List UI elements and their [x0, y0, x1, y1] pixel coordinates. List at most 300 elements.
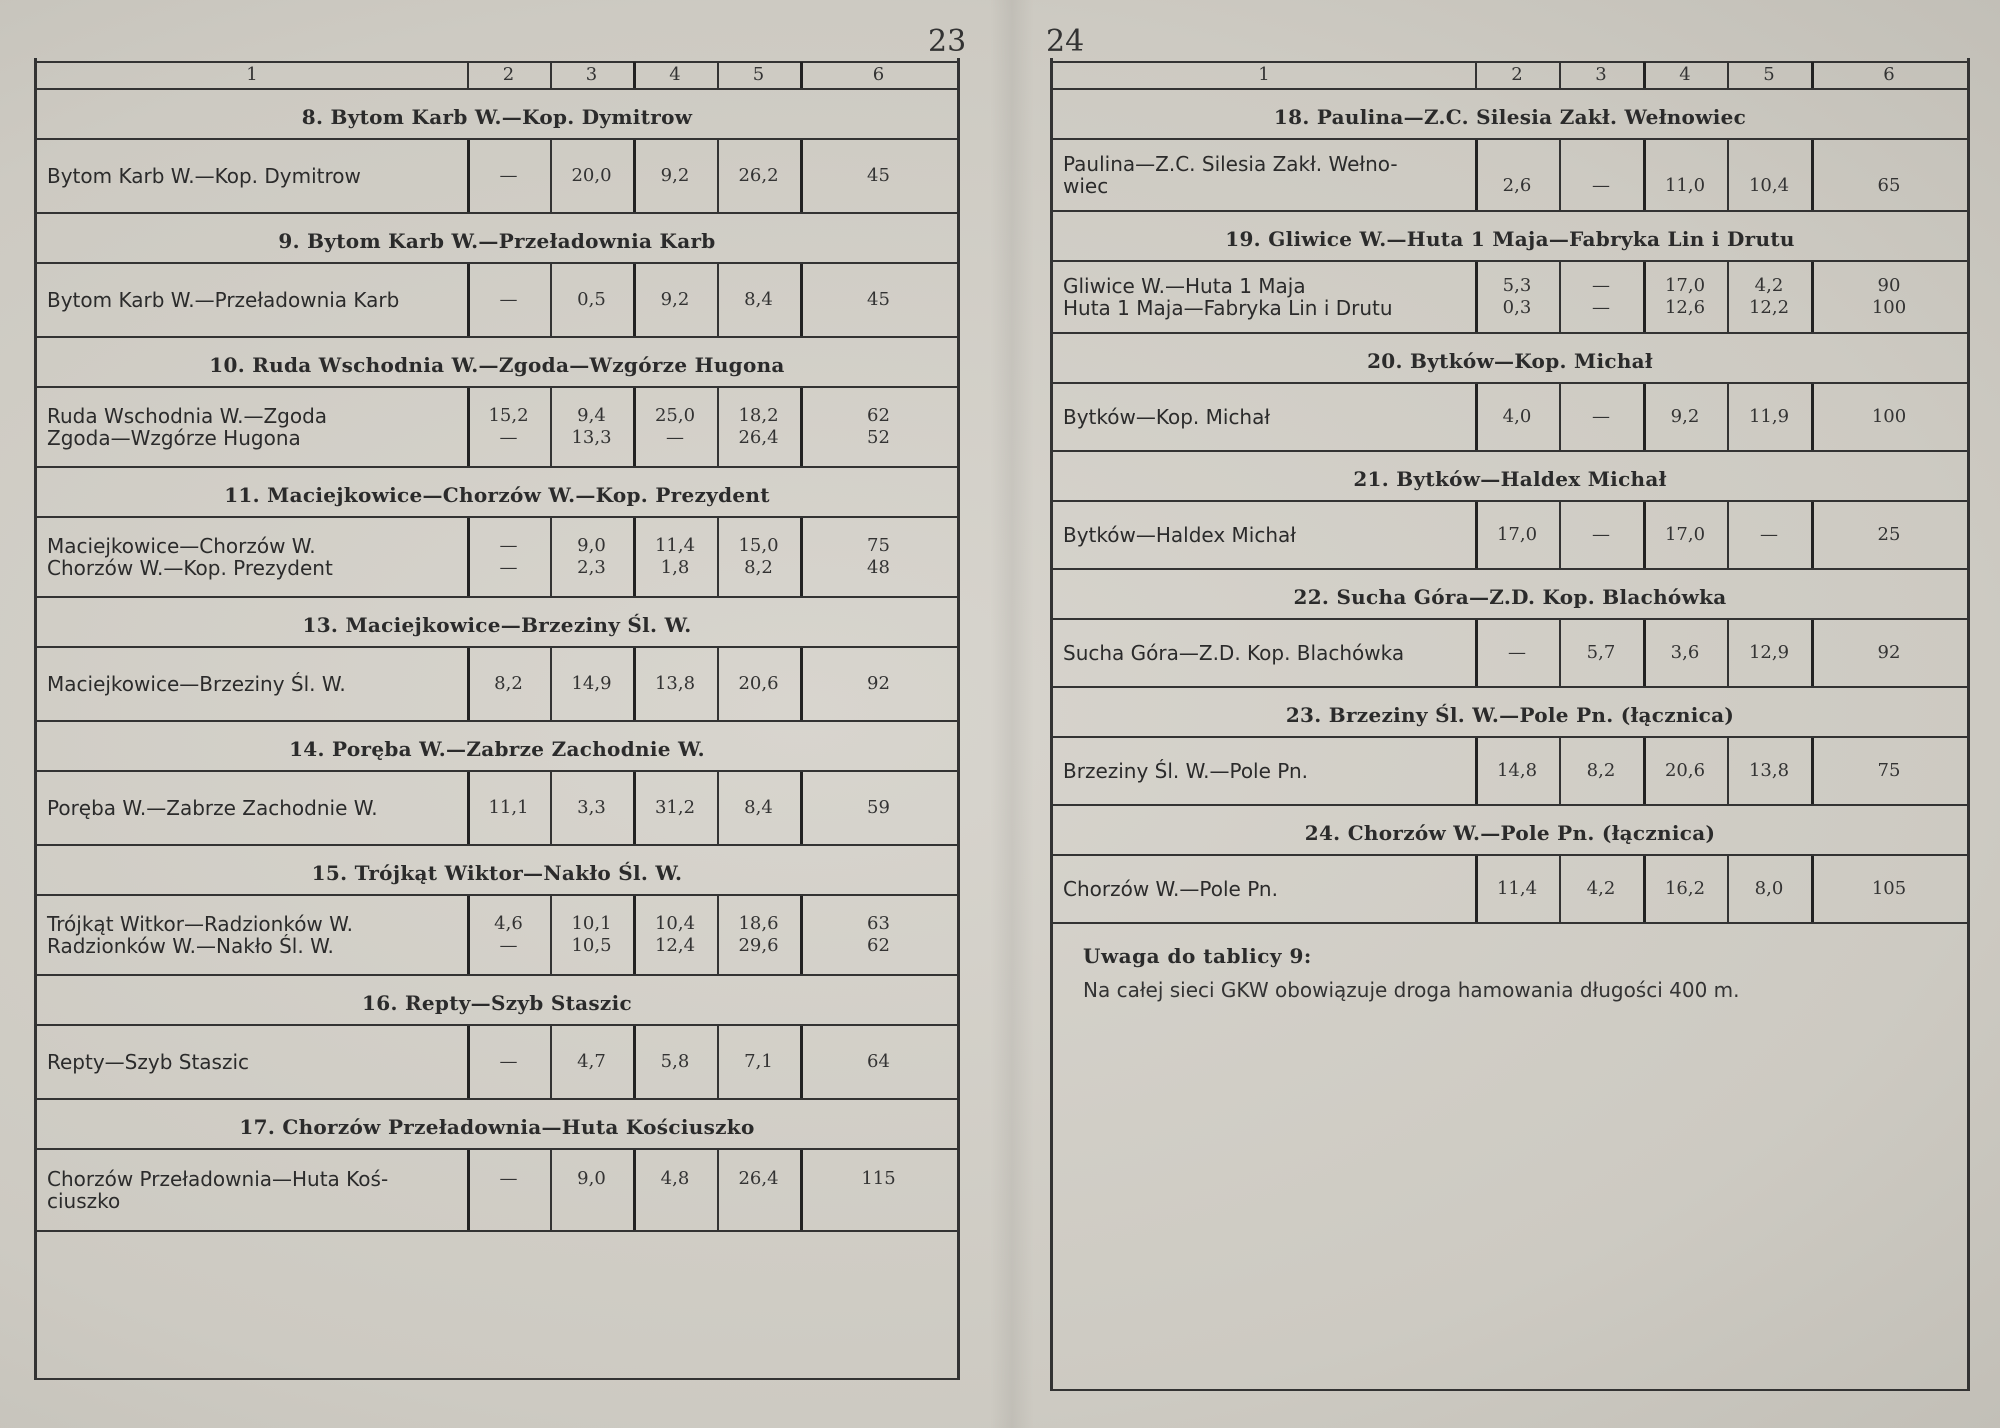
header-divider [1643, 62, 1646, 88]
cell-lines [488, 797, 528, 819]
column-divider [550, 1150, 552, 1230]
column-divider [800, 518, 803, 596]
header-divider [550, 62, 552, 88]
value-cell-col-5 [717, 896, 800, 974]
value-cell-col-2 [467, 140, 550, 212]
cell-lines [738, 913, 778, 957]
value-cell-col-3 [1559, 384, 1643, 450]
value-line: 92 [867, 673, 890, 694]
route-name-line: Sucha Góra—Z.D. Kop. Blachówka [1063, 641, 1405, 665]
cell-lines [738, 535, 778, 579]
value-line: 25 [1877, 524, 1901, 545]
column-divider [800, 648, 803, 720]
value-line: 75 [1877, 760, 1901, 781]
route-row [1053, 736, 1967, 806]
cell-lines [867, 405, 890, 449]
column-divider [1559, 384, 1561, 450]
route-name-line: Poręba W.—Zabrze Zachodnie W. [47, 796, 378, 820]
column-header-row [1053, 58, 1967, 90]
value-line: 25,0 [654, 405, 696, 426]
route-name-cell [37, 140, 467, 212]
value-line: 105 [1871, 878, 1907, 899]
value-cell-col-2 [467, 772, 550, 844]
cell-lines [1497, 760, 1537, 782]
column-divider [1559, 262, 1561, 332]
column-divider [1559, 140, 1561, 210]
route-name-cell [1053, 140, 1475, 210]
value-line: 4,0 [1502, 406, 1532, 427]
value-line: 11,4 [1496, 878, 1538, 899]
right-page-table [1050, 58, 1970, 1391]
column-divider [550, 896, 552, 974]
route-name-cell [1053, 738, 1475, 804]
column-divider [1727, 502, 1729, 568]
value-line: 5,3 [1502, 275, 1532, 296]
value-cell-col-2 [467, 648, 550, 720]
value-line: 13,3 [571, 427, 612, 448]
cell-lines [1878, 524, 1901, 546]
value-line [1503, 153, 1532, 175]
value-line: 3,3 [577, 797, 606, 818]
column-divider [1643, 620, 1646, 686]
value-cell-col-4 [633, 1026, 717, 1098]
route-name-line: Chorzów Przeładownia—Huta Koś- [47, 1167, 389, 1191]
header-divider [800, 62, 803, 88]
column-divider [800, 772, 803, 844]
header-divider [1727, 62, 1729, 88]
cell-lines [655, 913, 695, 957]
route-name-line: Bytom Karb W.—Kop. Dymitrow [47, 164, 361, 188]
value-line: 45 [867, 165, 890, 186]
column-divider [1643, 856, 1646, 922]
column-divider [1559, 502, 1561, 568]
value-line: — [1508, 642, 1526, 663]
route-row [1053, 500, 1967, 570]
route-section-title: 10. Ruda Wschodnia W.—Zgoda—Wzgórze Hugona [209, 353, 785, 377]
value-line [1592, 153, 1610, 175]
route-name-cell [37, 1026, 467, 1098]
value-line: 11,4 [654, 535, 696, 556]
route-section-title: 14. Poręba W.—Zabrze Zachodnie W. [289, 737, 705, 761]
value-line: 52 [867, 427, 890, 448]
value-cell-col-2 [467, 1150, 550, 1230]
value-cell-col-5 [1727, 140, 1811, 210]
value-line [861, 1190, 895, 1212]
route-section-title: 17. Chorzów Przeładownia—Huta Kościuszko [239, 1115, 755, 1139]
cell-lines [1749, 406, 1789, 428]
column-divider [1643, 140, 1646, 210]
cell-lines [1878, 642, 1901, 664]
column-divider [717, 1026, 719, 1098]
route-row [37, 646, 957, 722]
route-name-line: Paulina—Z.C. Silesia Zakł. Wełno- [1063, 152, 1398, 176]
column-divider [467, 264, 470, 336]
value-line: 62 [867, 935, 890, 956]
column-divider [633, 1026, 636, 1098]
route-row [1053, 382, 1967, 452]
column-divider [633, 648, 636, 720]
column-divider [1727, 140, 1729, 210]
column-divider [800, 1026, 803, 1098]
column-divider [467, 1150, 470, 1230]
value-cell-col-3 [550, 896, 633, 974]
value-line: — [499, 1168, 518, 1189]
value-line: 17,0 [1496, 524, 1538, 545]
route-name-line: Repty—Szyb Staszic [47, 1050, 250, 1074]
cell-lines [1592, 524, 1610, 546]
cell-lines [661, 165, 690, 187]
cell-lines [47, 797, 378, 819]
value-cell-col-5 [1727, 620, 1811, 686]
value-line: 9,2 [1670, 406, 1700, 427]
value-cell-col-4 [633, 388, 717, 466]
route-row [37, 1148, 957, 1232]
value-line: 14,8 [1496, 760, 1538, 781]
column-header-6: 6 [872, 64, 885, 85]
value-cell-col-5 [717, 518, 800, 596]
route-name-line: Radzionków W.—Nakło Śl. W. [47, 934, 334, 958]
route-name-line: ciuszko [47, 1189, 121, 1213]
value-cell-col-2 [1475, 738, 1559, 804]
cell-lines [655, 673, 695, 695]
cell-lines [47, 1168, 388, 1212]
value-cell-col-3 [550, 648, 633, 720]
cell-lines [1755, 878, 1784, 900]
value-cell-col-3 [550, 772, 633, 844]
column-divider [467, 896, 470, 974]
value-line: 20,6 [1664, 760, 1706, 781]
value-cell-col-6 [1811, 502, 1967, 568]
cell-lines [1872, 406, 1906, 428]
value-line: 12,2 [1748, 297, 1790, 318]
cell-lines [1063, 275, 1393, 319]
route-row [1053, 260, 1967, 334]
value-line: 0,5 [577, 289, 606, 310]
column-divider [467, 140, 470, 212]
value-cell-col-5 [1727, 262, 1811, 332]
value-line: — [499, 535, 518, 556]
route-name-cell [1053, 384, 1475, 450]
value-cell-col-4 [1643, 856, 1727, 922]
value-line: 8,2 [494, 673, 523, 694]
route-name-line: Chorzów W.—Pole Pn. [1063, 877, 1278, 901]
cell-lines [577, 289, 606, 311]
cell-lines [1587, 878, 1616, 900]
value-cell-col-4 [633, 896, 717, 974]
route-name-line: Chorzów W.—Kop. Prezydent [47, 556, 333, 580]
column-divider [1727, 384, 1729, 450]
route-name-cell [37, 648, 467, 720]
column-divider [1475, 502, 1478, 568]
value-cell-col-6 [1811, 384, 1967, 450]
column-divider [1811, 502, 1814, 568]
route-section [37, 338, 957, 468]
value-line: 11,9 [1748, 406, 1790, 427]
column-divider [800, 140, 803, 212]
cell-lines [494, 673, 523, 695]
value-cell-col-4 [633, 140, 717, 212]
value-line: 65 [1877, 175, 1901, 196]
value-line: 4,2 [1754, 275, 1784, 296]
value-line: 12,6 [1664, 297, 1706, 318]
column-divider [633, 1150, 636, 1230]
value-line: 9,4 [577, 405, 606, 426]
route-section [1053, 570, 1967, 688]
value-line: 8,2 [1586, 760, 1616, 781]
value-line: — [1592, 275, 1610, 296]
column-divider [550, 518, 552, 596]
cell-lines [738, 405, 778, 449]
value-cell-col-6 [800, 896, 957, 974]
value-cell-col-5 [717, 772, 800, 844]
value-line: 20,0 [571, 165, 612, 186]
value-cell-col-4 [1643, 262, 1727, 332]
value-cell-col-2 [1475, 262, 1559, 332]
column-divider [1643, 384, 1646, 450]
route-section [1053, 90, 1967, 212]
column-divider [633, 772, 636, 844]
value-cell-col-2 [1475, 384, 1559, 450]
cell-lines [1872, 878, 1906, 900]
column-divider [1475, 620, 1478, 686]
column-divider [800, 264, 803, 336]
value-line: — [499, 1051, 518, 1072]
column-divider [1811, 620, 1814, 686]
value-cell-col-5 [717, 1026, 800, 1098]
book-gutter [990, 0, 1034, 1428]
value-line: 63 [867, 913, 890, 934]
value-cell-col-3 [1559, 502, 1643, 568]
value-cell-col-3 [550, 1026, 633, 1098]
column-divider [1727, 262, 1729, 332]
route-name-cell [37, 264, 467, 336]
route-name-line: Trójkąt Witkor—Radzionków W. [47, 912, 353, 936]
route-row [37, 262, 957, 338]
value-line: 9,2 [660, 289, 690, 310]
column-divider [633, 388, 636, 466]
route-section [1053, 452, 1967, 570]
column-divider [1727, 856, 1729, 922]
column-header-4: 4 [1679, 64, 1691, 85]
cell-lines [47, 535, 333, 579]
value-cell-col-5 [1727, 384, 1811, 450]
column-divider [1727, 738, 1729, 804]
note-title: Uwaga do tablicy 9: [1083, 944, 1312, 968]
cell-lines [1063, 524, 1296, 546]
value-line: 15,2 [488, 405, 529, 426]
route-section [37, 722, 957, 846]
value-line: 10,5 [571, 935, 612, 956]
value-cell-col-3 [1559, 262, 1643, 332]
value-cell-col-2 [467, 518, 550, 596]
route-section-title: 18. Paulina—Z.C. Silesia Zakł. Wełnowiec [1273, 105, 1747, 129]
value-cell-col-5 [717, 388, 800, 466]
note-text: Na całej sieci GKW obowiązuje droga hamowania długości 400 m. [1083, 978, 1740, 1002]
cell-lines [500, 1168, 518, 1212]
route-section-title: 20. Bytków—Kop. Michał [1367, 349, 1653, 373]
value-cell-col-5 [717, 648, 800, 720]
cell-lines [500, 165, 518, 187]
cell-lines [500, 535, 518, 579]
value-line: 90 [1877, 275, 1901, 296]
value-line: 59 [867, 797, 890, 818]
cell-lines [738, 165, 778, 187]
route-name-cell [1053, 502, 1475, 568]
column-divider [1559, 856, 1561, 922]
cell-lines [571, 165, 611, 187]
cell-lines [744, 1051, 773, 1073]
value-line: 5,8 [660, 1051, 690, 1072]
column-divider [633, 264, 636, 336]
route-row [1053, 138, 1967, 212]
column-divider [1559, 738, 1561, 804]
route-name-line: Brzeziny Śl. W.—Pole Pn. [1063, 759, 1309, 783]
value-line: 8,2 [744, 557, 773, 578]
value-line: 8,4 [744, 797, 773, 818]
cell-lines [1749, 275, 1789, 319]
value-cell-col-6 [800, 772, 957, 844]
cell-lines [571, 913, 611, 957]
column-header-3: 3 [1595, 64, 1607, 85]
value-line: — [1592, 406, 1610, 427]
value-cell-col-6 [1811, 140, 1967, 210]
route-section [37, 468, 957, 598]
value-line: 62 [867, 405, 890, 426]
header-divider [467, 62, 469, 88]
route-row [37, 770, 957, 846]
cell-lines [655, 405, 695, 449]
column-divider [1475, 738, 1478, 804]
value-line [1749, 153, 1789, 175]
value-line [1665, 153, 1705, 175]
value-cell-col-3 [550, 264, 633, 336]
cell-lines [47, 165, 361, 187]
column-divider [1811, 856, 1814, 922]
value-cell-col-2 [467, 388, 550, 466]
column-divider [800, 1150, 803, 1230]
cell-lines [1508, 642, 1526, 664]
page-number-left: 23 [928, 24, 967, 59]
cell-lines [577, 535, 606, 579]
value-line: 100 [1871, 297, 1907, 318]
value-line: 26,2 [738, 165, 779, 186]
value-line: 2,6 [1502, 175, 1532, 196]
cell-lines [488, 405, 528, 449]
value-cell-col-6 [800, 264, 957, 336]
value-cell-col-6 [800, 388, 957, 466]
value-cell-col-4 [633, 518, 717, 596]
cell-lines [1063, 760, 1308, 782]
column-divider [717, 648, 719, 720]
value-cell-col-6 [1811, 856, 1967, 922]
value-line: 48 [867, 557, 890, 578]
route-row [1053, 854, 1967, 924]
cell-lines [1063, 153, 1398, 197]
route-section [37, 214, 957, 338]
route-section [1053, 212, 1967, 334]
value-line: 17,0 [1664, 275, 1706, 296]
route-section [37, 1100, 957, 1232]
left-page-table [34, 58, 960, 1380]
cell-lines [1665, 878, 1705, 900]
column-divider [717, 518, 719, 596]
cell-lines [500, 289, 518, 311]
cell-lines [867, 535, 890, 579]
column-divider [717, 140, 719, 212]
value-line: 11,0 [1664, 175, 1706, 196]
value-line: 4,6 [494, 913, 523, 934]
page-bottom-rule [1053, 1389, 1967, 1391]
value-line: 10,4 [654, 913, 696, 934]
route-section-title: 15. Trójkąt Wiktor—Nakło Śl. W. [311, 861, 683, 885]
value-line: 4,2 [1586, 878, 1616, 899]
value-line: — [1592, 175, 1610, 196]
cell-lines [47, 405, 327, 449]
route-name-line: Bytom Karb W.—Przeładownia Karb [47, 288, 400, 312]
column-divider [550, 1026, 552, 1098]
route-section-title: 16. Repty—Szyb Staszic [362, 991, 632, 1015]
route-section [1053, 806, 1967, 924]
value-cell-col-5 [1727, 856, 1811, 922]
cell-lines [577, 1051, 606, 1073]
column-header-row [37, 58, 957, 90]
value-cell-col-2 [1475, 502, 1559, 568]
column-divider [633, 896, 636, 974]
cell-lines [1749, 153, 1789, 197]
value-line: 4,7 [577, 1051, 606, 1072]
route-section-title: 23. Brzeziny Śl. W.—Pole Pn. (łącznica) [1285, 703, 1735, 727]
cell-lines [47, 913, 353, 957]
cell-lines [1503, 275, 1532, 319]
value-line: 7,1 [744, 1051, 773, 1072]
cell-lines [867, 289, 890, 311]
value-line: 9,2 [660, 165, 690, 186]
route-name-line: Bytków—Haldex Michał [1063, 523, 1296, 547]
column-divider [1811, 738, 1814, 804]
value-line: — [499, 289, 518, 310]
value-line: 31,2 [654, 797, 696, 818]
value-line: 15,0 [738, 535, 779, 556]
value-line: — [665, 427, 684, 448]
value-line: — [1592, 297, 1610, 318]
column-divider [467, 772, 470, 844]
column-divider [550, 772, 552, 844]
cell-lines [1503, 406, 1532, 428]
value-cell-col-4 [1643, 502, 1727, 568]
route-name-cell [37, 896, 467, 974]
page-bottom-rule [37, 1378, 957, 1380]
cell-lines [1665, 153, 1705, 197]
value-line: 29,6 [738, 935, 779, 956]
column-divider [1475, 262, 1478, 332]
value-cell-col-5 [717, 1150, 800, 1230]
column-header-5: 5 [752, 64, 765, 85]
value-cell-col-6 [1811, 262, 1967, 332]
value-line [1878, 153, 1901, 175]
cell-lines [661, 1051, 690, 1073]
cell-lines [1503, 153, 1532, 197]
route-section-title: 11. Maciejkowice—Chorzów W.—Kop. Prezydent [224, 483, 770, 507]
value-line: — [499, 165, 518, 186]
cell-lines [494, 913, 523, 957]
value-line: 4,8 [660, 1168, 690, 1189]
cell-lines [571, 673, 611, 695]
column-header-2: 2 [1511, 64, 1523, 85]
route-name-line: Maciejkowice—Brzeziny Śl. W. [47, 672, 346, 696]
cell-lines [1665, 760, 1705, 782]
cell-lines [1749, 642, 1789, 664]
route-section-title: 9. Bytom Karb W.—Przeładownia Karb [278, 229, 716, 253]
